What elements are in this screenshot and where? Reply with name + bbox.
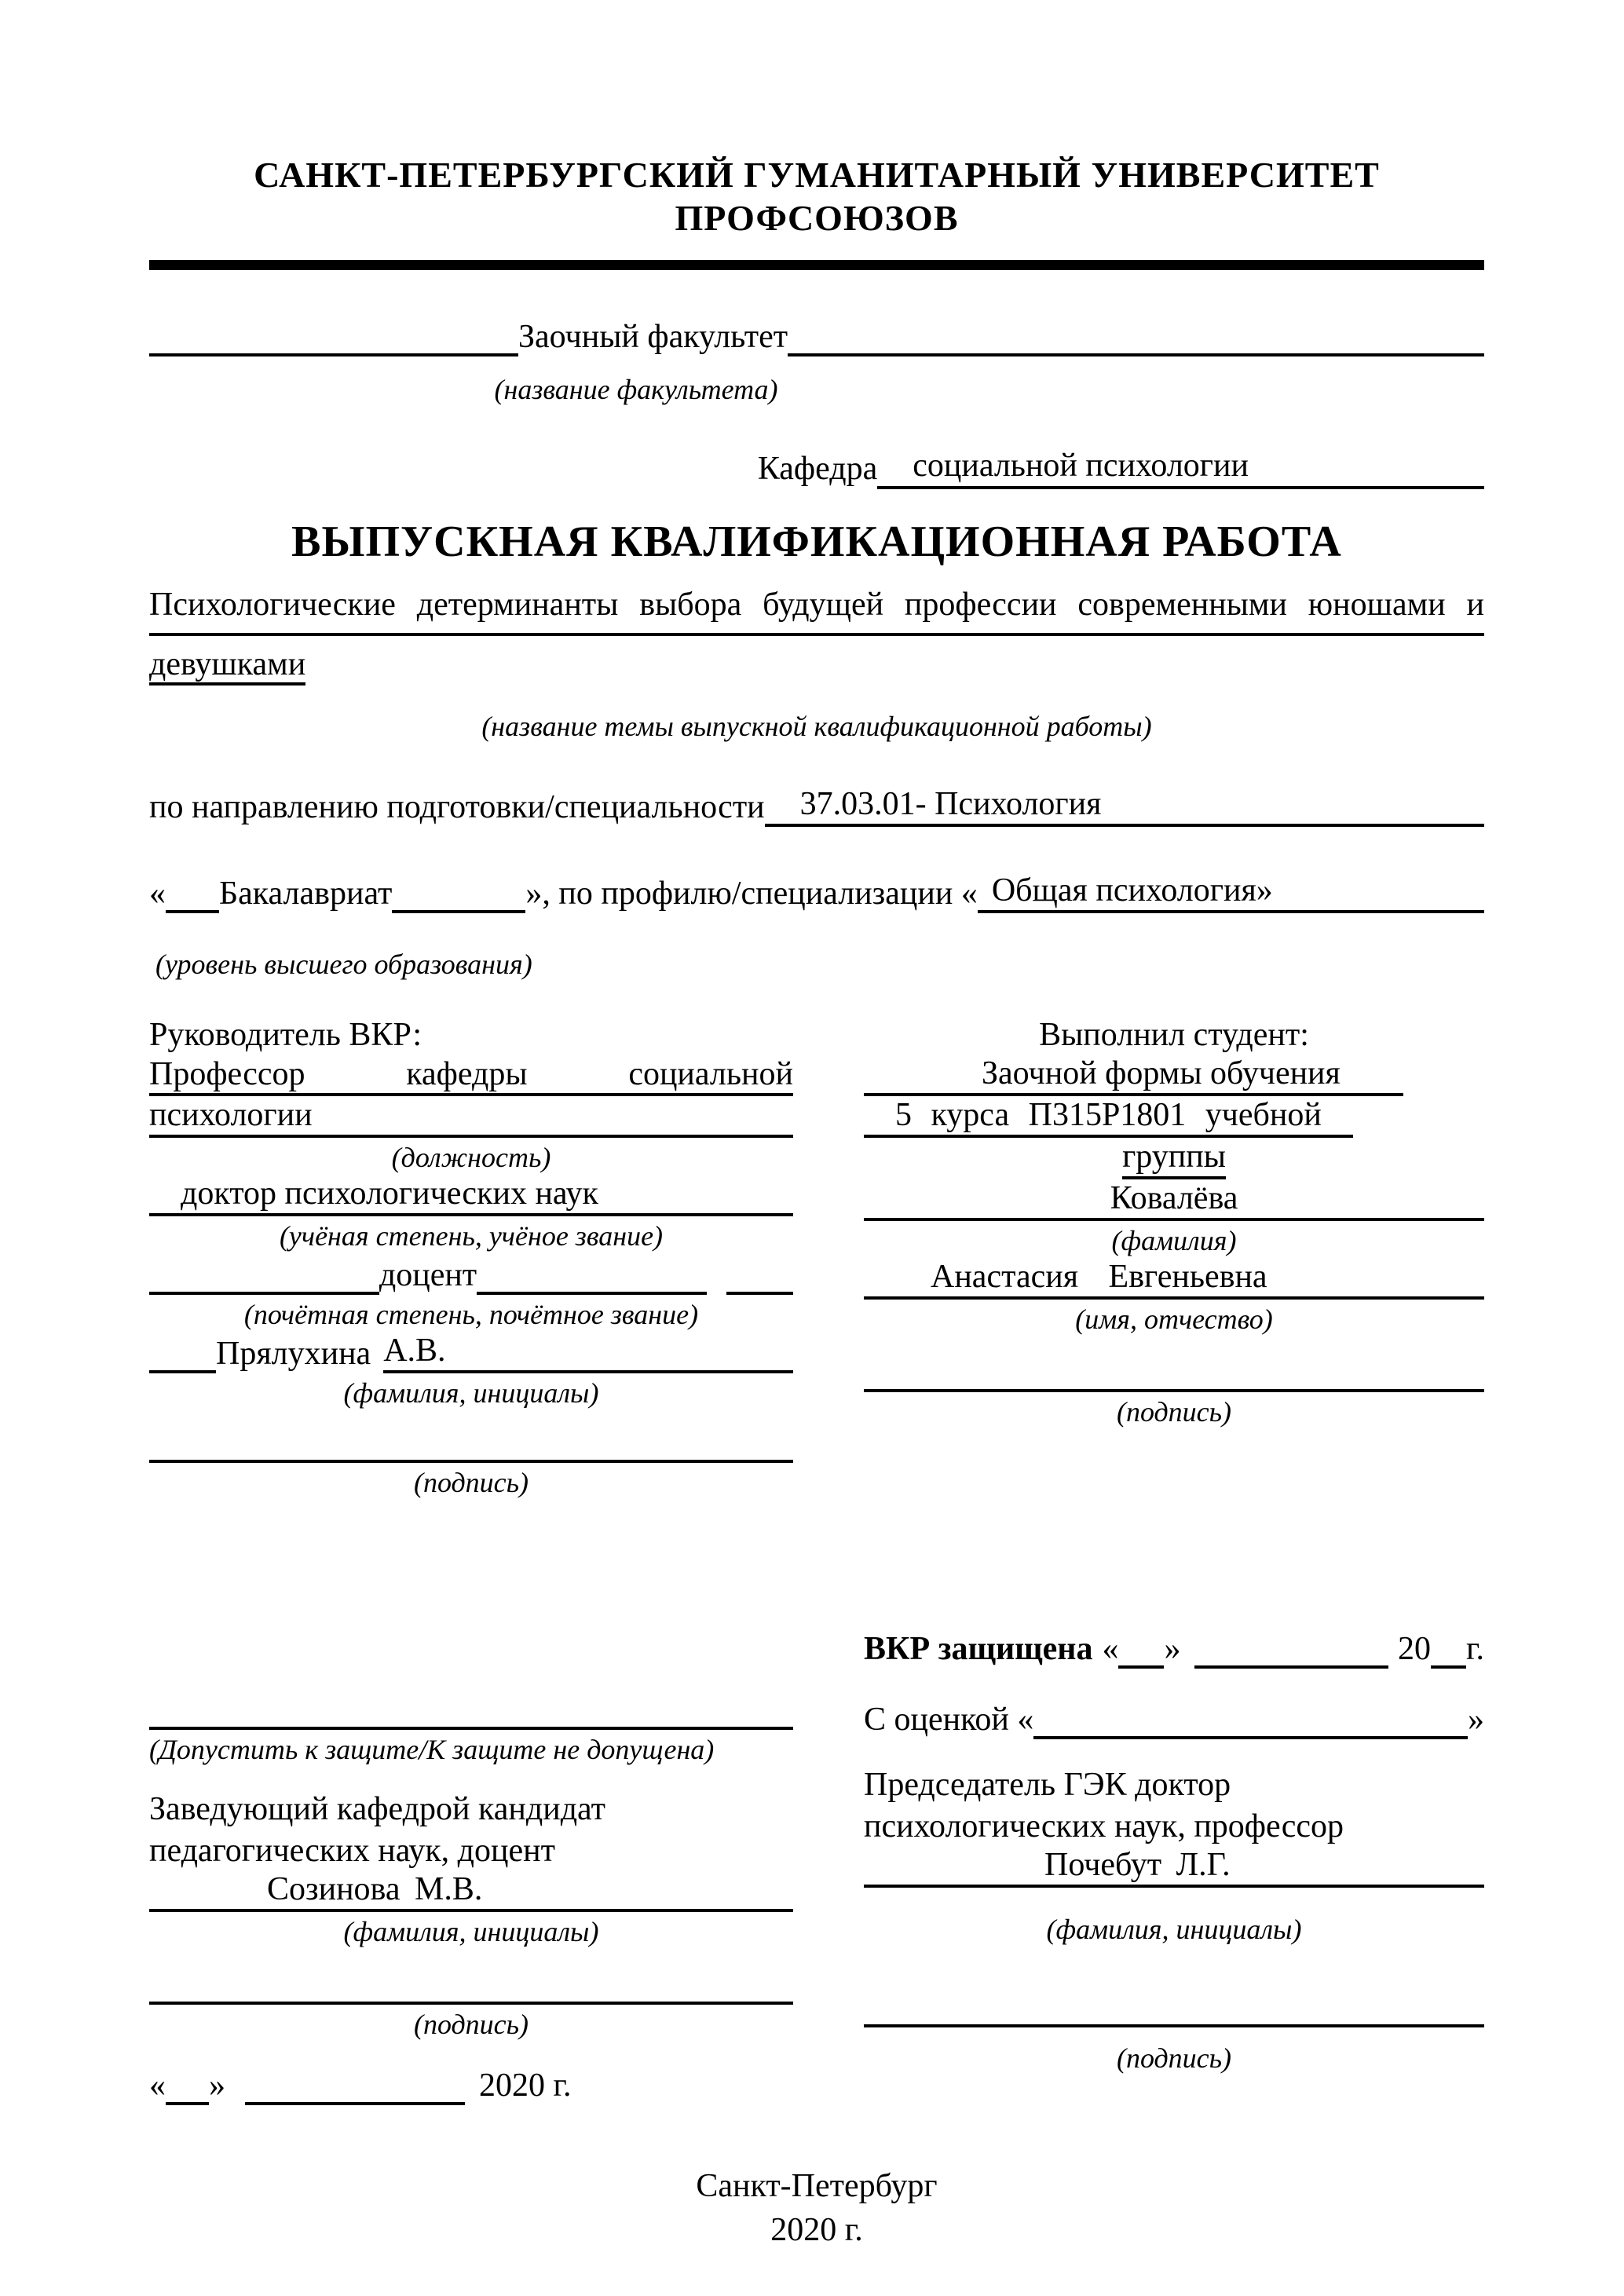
faculty-caption: (название факультета): [494, 374, 778, 406]
defense-date-line: [864, 1621, 1484, 1669]
blank-line: [166, 904, 219, 913]
student-group-line: группы: [864, 1138, 1484, 1179]
grade-label: С оценкой «: [864, 1701, 1034, 1738]
admission-decision-line: [149, 1688, 793, 1730]
signatories-section: [149, 1013, 1484, 1500]
admission-date-line: [149, 2064, 793, 2105]
supervisor-position-line2: психологии: [149, 1096, 793, 1138]
defense-column: [864, 1621, 1484, 2105]
blank-line: [877, 480, 913, 489]
open-quote: «: [149, 875, 166, 912]
signature-blank-line: [864, 1383, 1484, 1392]
blank-line: [482, 1903, 793, 1912]
close-quote: »: [1468, 1701, 1484, 1738]
blank-line: [446, 1364, 793, 1373]
head-name-line: [149, 1870, 793, 1912]
head-signature-line: [149, 1963, 793, 2005]
supervisor-degree-line: доктор психологических наук: [149, 1175, 793, 1216]
blank-line: [598, 1207, 793, 1216]
blank-line: [1194, 1659, 1388, 1669]
blank-line: [149, 1903, 267, 1912]
profile-label: », по профилю/специализации «: [525, 875, 978, 912]
supervisor-signature-line: [149, 1421, 793, 1463]
close-quote: »: [209, 2067, 225, 2104]
chair-title-line2: психологических наук, профессор: [864, 1808, 1344, 1844]
grade-line: [864, 1692, 1484, 1739]
admission-column: [149, 1621, 793, 2105]
department-value: социальной психологии: [913, 446, 1249, 488]
topic-line-2: девушками: [149, 636, 1484, 693]
supervisor-honorary-line: доцент: [149, 1253, 793, 1295]
defense-year-suffix: г.: [1466, 1630, 1484, 1667]
department-line: [149, 441, 1484, 489]
footer-city: Санкт-Петербург: [696, 2168, 938, 2205]
footer: [149, 2164, 1484, 2252]
head-name-caption: (фамилия, инициалы): [343, 1916, 599, 1948]
blank-line: [1249, 480, 1484, 489]
position-caption: (должность): [391, 1142, 551, 1174]
level-line: [149, 865, 1484, 913]
blank-line: [477, 1285, 707, 1295]
blank-line: [864, 1212, 1110, 1221]
chair-signature-line: [864, 1986, 1484, 2027]
blank-line: [864, 1290, 931, 1300]
blank-line: [726, 1285, 793, 1295]
header-rule: [149, 260, 1484, 270]
blank-line: [1033, 1730, 1468, 1739]
head-name: Созинова М.В.: [267, 1870, 482, 1912]
chair-name-caption: (фамилия, инициалы): [1046, 1914, 1302, 1946]
signature-blank-line: [864, 2018, 1484, 2027]
faculty-name: Заочный факультет: [518, 318, 788, 355]
blank-line: [1322, 1128, 1353, 1138]
chair-signature-caption: (подпись): [1116, 2042, 1232, 2075]
blank-line: [149, 1364, 216, 1373]
approval-section: [149, 1621, 1484, 2105]
level-value: Бакалавриат: [219, 875, 393, 912]
chair-title-line1: Председатель ГЭК доктор: [864, 1766, 1231, 1803]
student-given-names-line: [864, 1258, 1484, 1300]
topic-caption: (название темы выпускной квалификационной работы): [481, 710, 1152, 742]
topic-line-1: Психологические детерминанты выбора будущей профессии современными юношами и: [149, 576, 1484, 636]
student-signature-caption: (подпись): [1116, 1396, 1232, 1428]
blank-line: [864, 1128, 895, 1138]
supervisor-heading: Руководитель ВКР:: [149, 1016, 422, 1053]
footer-year: 2020 г.: [770, 2212, 863, 2249]
faculty-line: [149, 306, 1484, 356]
signature-blank-line: [149, 1453, 793, 1463]
blank-line: [245, 2096, 465, 2105]
student-given-names: Анастасия Евгеньевна: [931, 1257, 1267, 1300]
close-quote: »: [1164, 1630, 1181, 1667]
blank-line: [765, 817, 800, 827]
supervisor-surname: Прялухина: [216, 1335, 371, 1372]
specialty-value: 37.03.01- Психология: [800, 784, 1102, 827]
blank-line: [1267, 1290, 1484, 1300]
student-surname-caption: (фамилия): [1111, 1225, 1237, 1257]
student-signature-line: [864, 1351, 1484, 1392]
admission-year: 2020 г.: [479, 2067, 572, 2104]
head-signature-caption: (подпись): [413, 2009, 529, 2041]
specialty-line: [149, 778, 1484, 827]
blank-line: [1431, 1659, 1466, 1669]
honorary-caption: (почётная степень, почётное звание): [243, 1299, 699, 1331]
blank-line: [149, 1720, 793, 1730]
department-label: Кафедра: [757, 451, 878, 488]
profile-value: Общая психология»: [992, 871, 1273, 913]
head-title-line1: Заведующий кафедрой кандидат: [149, 1790, 605, 1827]
student-form-line: Заочной формы обучения: [864, 1055, 1484, 1096]
signature-blank-line: [149, 1995, 793, 2005]
student-surname-line: [864, 1179, 1484, 1221]
chair-name-line: [864, 1846, 1484, 1888]
student-surname: Ковалёва: [1110, 1179, 1238, 1221]
student-given-caption: (имя, отчество): [1075, 1303, 1273, 1336]
work-title: ВЫПУСКНАЯ КВАЛИФИКАЦИОННАЯ РАБОТА: [291, 517, 1342, 566]
blank-line: [1231, 1878, 1484, 1888]
blank-line: [149, 1285, 379, 1295]
blank-line: [1341, 1087, 1403, 1096]
blank-line: [978, 904, 992, 913]
blank-line: [1238, 1212, 1484, 1221]
blank-line: [149, 1207, 181, 1216]
open-quote: «: [1102, 1630, 1119, 1667]
admission-caption: (Допустить к защите/К защите не допущена): [149, 1734, 715, 1766]
student-column: [864, 1013, 1484, 1500]
blank-line: [166, 2096, 209, 2105]
blank-line: [788, 347, 1484, 356]
supervisor-signature-caption: (подпись): [413, 1467, 529, 1499]
university-name: САНКТ-ПЕТЕРБУРГСКИЙ ГУМАНИТАРНЫЙ УНИВЕРСИТЕТ ПРОФСОЮЗОВ: [254, 155, 1380, 239]
blank-line: [1101, 817, 1484, 827]
student-course-line: 5 курса П315Р1801 учебной: [864, 1096, 1484, 1138]
head-title-line2: педагогических наук, доцент: [149, 1832, 556, 1869]
student-heading: Выполнил студент:: [1039, 1016, 1309, 1053]
degree-caption: (учёная степень, учёное звание): [279, 1220, 664, 1252]
supervisor-initials: А.В.: [383, 1331, 445, 1373]
blank-line: [864, 1878, 1044, 1888]
supervisor-name-caption: (фамилия, инициалы): [343, 1377, 599, 1409]
supervisor-name-line: [149, 1332, 793, 1373]
blank-line: [392, 904, 525, 913]
specialty-label: по направлению подготовки/специальности: [149, 788, 765, 825]
supervisor-column: [149, 1013, 793, 1500]
blank-line: [313, 1128, 793, 1138]
blank-line: [1273, 904, 1484, 913]
defense-label: ВКР защищена: [864, 1630, 1093, 1667]
blank-line: [149, 347, 518, 356]
chair-name: Почебут Л.Г.: [1044, 1845, 1231, 1888]
supervisor-position-line1: Профессор кафедры социальной: [149, 1055, 793, 1096]
open-quote: «: [149, 2067, 166, 2104]
blank-line: [1118, 1659, 1164, 1669]
defense-year-prefix: 20: [1398, 1630, 1431, 1667]
level-caption: (уровень высшего образования): [155, 949, 532, 981]
